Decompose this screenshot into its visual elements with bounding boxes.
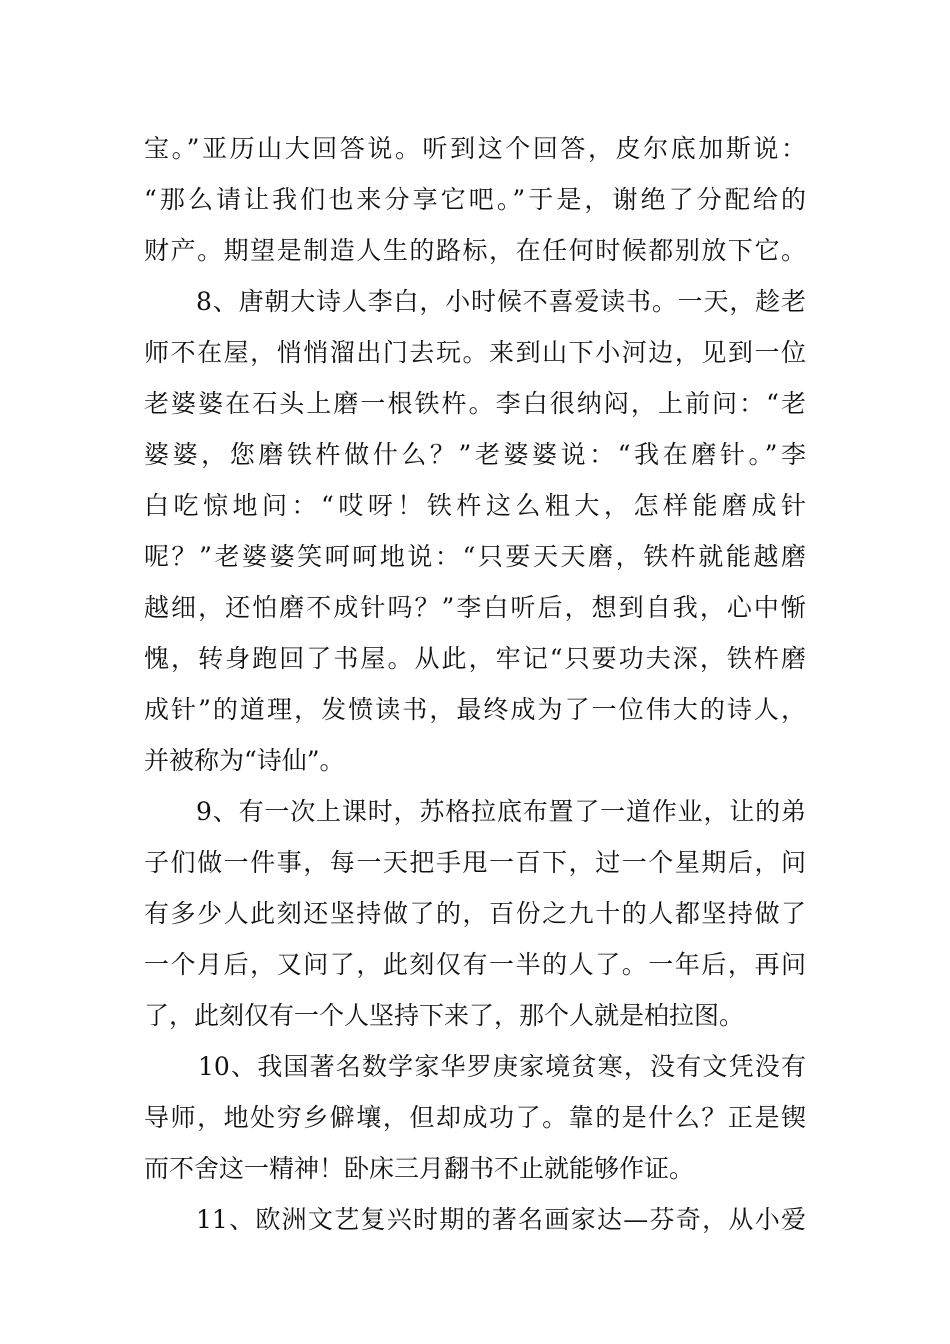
text-line: 婆婆，您磨铁杵做什么？”老婆婆说：“我在磨针。”李	[144, 440, 806, 469]
text-line: “那么请让我们也来分享它吧。”于是，谢绝了分配给的	[144, 185, 806, 214]
text-line: 有多少人此刻还坚持做了的，百份之九十的人都坚持做了	[144, 899, 806, 928]
text-line: 越细，还怕磨不成针吗？”李白听后，想到自我，心中惭	[144, 593, 806, 622]
text-line: 白吃惊地问：“哎呀！铁杵这么粗大，怎样能磨成针	[144, 491, 806, 520]
text-line: 而不舍这一精神！卧床三月翻书不止就能够作证。	[144, 1154, 695, 1183]
text-line: 一个月后，又问了，此刻仅有一半的人了。一年后，再问	[144, 950, 806, 979]
paragraph-11-first-line: 11、欧洲文艺复兴时期的著名画家达—芬奇，从小爱	[196, 1205, 806, 1234]
text-line: 师不在屋，悄悄溜出门去玩。来到山下小河边，见到一位	[144, 338, 806, 367]
text-line: 呢？”老婆婆笑呵呵地说：“只要天天磨，铁杵就能越磨	[144, 542, 806, 571]
text-line: 宝。”亚历山大回答说。听到这个回答，皮尔底加斯说：	[144, 134, 806, 163]
text-line: 并被称为“诗仙”。	[144, 746, 345, 775]
paragraph-8-first-line: 8、唐朝大诗人李白，小时候不喜爱读书。一天，趁老	[196, 287, 806, 316]
text-line: 愧，转身跑回了书屋。从此，牢记“只要功夫深，铁杵磨	[144, 644, 806, 673]
text-line: 了，此刻仅有一个人坚持下来了，那个人就是柏拉图。	[144, 1001, 745, 1030]
text-line: 子们做一件事，每一天把手甩一百下，过一个星期后，问	[144, 848, 806, 877]
paragraph-10-first-line: 10、我国著名数学家华罗庚家境贫寒，没有文凭没有	[198, 1052, 806, 1081]
paragraph-9-first-line: 9、有一次上课时，苏格拉底布置了一道作业，让的弟	[196, 797, 806, 826]
text-line: 成针”的道理，发愤读书，最终成为了一位伟大的诗人，	[144, 695, 806, 724]
text-line: 老婆婆在石头上磨一根铁杵。李白很纳闷，上前问：“老	[144, 389, 806, 418]
text-line: 财产。期望是制造人生的路标，在任何时候都别放下它。	[144, 236, 806, 265]
text-line: 导师，地处穷乡僻壤，但却成功了。靠的是什么？正是锲	[144, 1103, 806, 1132]
